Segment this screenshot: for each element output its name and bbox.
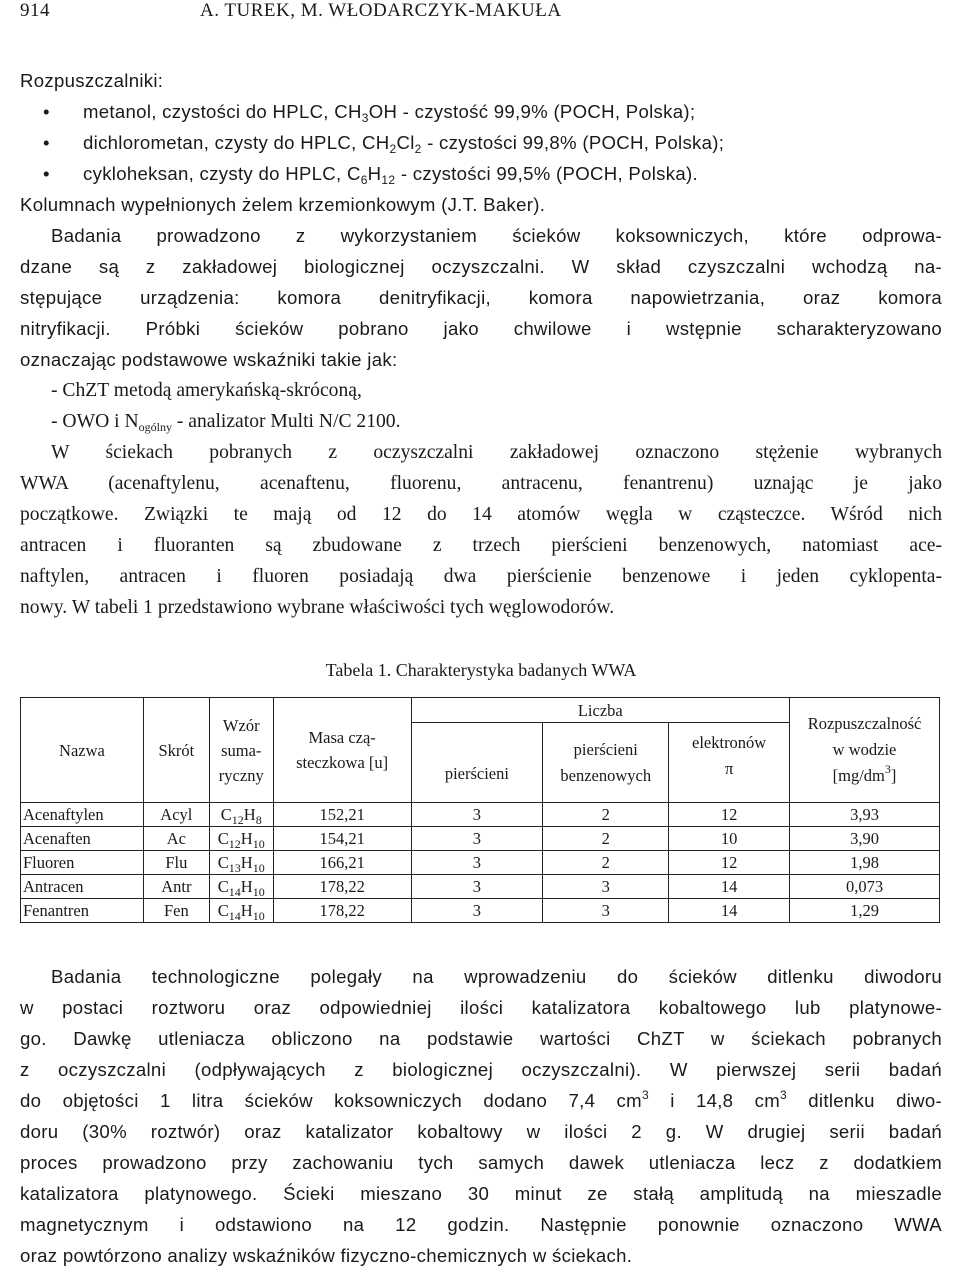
para3-line-4: z oczyszczalni (odpływających z biologicznej oczyszczalni). W pierwszej serii badań bbox=[20, 1059, 942, 1080]
para3-line-1: Badania technologiczne polegały na wprowadzeniu do ścieków ditlenku diwodoru bbox=[51, 966, 942, 987]
cell-rings: 3 bbox=[411, 899, 543, 923]
para1-line-3: stępujące urządzenia: komora denitryfikacji, komora napowietrzania, oraz komora bbox=[20, 287, 942, 308]
para3-line-7: proces prowadzono przy zachowaniu tych samych dawek utleniacza lecz z dodatkiem bbox=[20, 1152, 942, 1173]
cell-electrons: 10 bbox=[669, 827, 790, 851]
bullet-icon: • bbox=[43, 101, 50, 122]
cell-benzene: 2 bbox=[543, 827, 669, 851]
cell-electrons: 14 bbox=[669, 899, 790, 923]
page-number: 914 bbox=[20, 0, 50, 21]
cell-name: Antracen bbox=[21, 875, 144, 899]
para2-line-1: W ściekach pobranych z oczyszczalni zakładowej oznaczono stężenie wybranych bbox=[51, 442, 942, 463]
col-header-electrons: elektronów π bbox=[669, 723, 790, 803]
cell-mass: 178,22 bbox=[273, 875, 411, 899]
para3-line-6: doru (30% roztwór) oraz katalizator kobaltowy w ilości 2 g. W drugiej serii badań bbox=[20, 1121, 942, 1142]
para3-line-2: w postaci roztworu oraz odpowiedniej ilości katalizatora kobaltowego lub platynowe- bbox=[20, 997, 942, 1018]
bullet-dichloromethane: • dichlorometan, czysty do HPLC, $CH_2Cl_2$ - czystości 99,8% (POCH, Polska); bbox=[20, 127, 942, 158]
cell-rings: 3 bbox=[411, 803, 543, 827]
cell-rings: 3 bbox=[411, 827, 543, 851]
para2-line-2: WWA (acenaftylenu, acenaftenu, fluorenu, antracenu, fenantrenu) uznając je jako bbox=[20, 473, 942, 494]
cell-mass: 152,21 bbox=[273, 803, 411, 827]
cell-rings: 3 bbox=[411, 875, 543, 899]
cell-benzene: 3 bbox=[543, 899, 669, 923]
cell-mass: 166,21 bbox=[273, 851, 411, 875]
col-header-mass: Masa czą- steczkowa [u] bbox=[273, 698, 411, 803]
cell-solubility: 0,073 bbox=[790, 875, 940, 899]
cell-name: Acenaften bbox=[21, 827, 144, 851]
cell-mass: 154,21 bbox=[273, 827, 411, 851]
para3-line-8: katalizatora platynowego. Ścieki mieszano 30 minut ze stałą amplitudą na mieszadle bbox=[20, 1183, 942, 1204]
wwa-table bbox=[20, 697, 940, 923]
cell-formula: $C_{14}H_{10}$ bbox=[209, 899, 273, 923]
running-authors: A. TUREK, M. WŁODARCZYK-MAKUŁA bbox=[200, 0, 562, 21]
list-owo: - OWO i $N_{ogólny}$ - analizator Multi N/C 2100. bbox=[51, 411, 401, 434]
cell-benzene: 3 bbox=[543, 875, 669, 899]
cell-benzene: 2 bbox=[543, 803, 669, 827]
cell-abbr: Ac bbox=[143, 827, 209, 851]
cell-abbr: Antr bbox=[143, 875, 209, 899]
table-caption: Tabela 1. Charakterystyka badanych WWA bbox=[325, 660, 637, 680]
cell-name: Acenaftylen bbox=[21, 803, 144, 827]
columns-line: Kolumnach wypełnionych żelem krzemionkowym (J.T. Baker). bbox=[20, 194, 546, 215]
table-row bbox=[21, 851, 940, 875]
bullet-icon: • bbox=[43, 163, 50, 184]
cell-abbr: Acyl bbox=[143, 803, 209, 827]
running-header bbox=[20, 0, 942, 26]
cell-solubility: 1,98 bbox=[790, 851, 940, 875]
cell-formula: $C_{12}H_{10}$ bbox=[209, 827, 273, 851]
methods-section bbox=[20, 375, 942, 623]
col-header-name: Nazwa bbox=[21, 698, 144, 803]
table-row bbox=[21, 827, 940, 851]
cell-formula: $C_{14}H_{10}$ bbox=[209, 875, 273, 899]
col-header-solubility: Rozpuszczalność w wodzie $[mg/dm^3]$ bbox=[790, 698, 940, 803]
para2-line-6: nowy. W tabeli 1 przedstawiono wybrane właściwości tych węglowodorów. bbox=[20, 597, 615, 618]
table-row bbox=[21, 803, 940, 827]
para1-line-4: nitryfikacji. Próbki ścieków pobrano jako chwilowe i wstępnie scharakteryzowano bbox=[20, 318, 942, 339]
para3-line-10: oraz powtórzono analizy wskaźników fizyczno-chemicznych w ściekach. bbox=[20, 1245, 633, 1266]
col-header-count: Liczba bbox=[411, 698, 790, 723]
cell-rings: 3 bbox=[411, 851, 543, 875]
para3-line-5: do objętości 1 litra ścieków koksowniczych dodano 7,4 $cm^3$ i 14,8 $cm^3$ ditlenku diwo- bbox=[20, 1088, 942, 1111]
table-row bbox=[21, 875, 940, 899]
cell-name: Fenantren bbox=[21, 899, 144, 923]
cell-formula: $C_{13}H_{10}$ bbox=[209, 851, 273, 875]
bullet-methanol: • metanol, czystości do HPLC, $CH_3OH$ - czystość 99,9% (POCH, Polska); bbox=[20, 96, 942, 127]
technology-section bbox=[20, 961, 942, 1271]
cell-name: Fluoren bbox=[21, 851, 144, 875]
cell-electrons: 12 bbox=[669, 851, 790, 875]
bullet-cyclohexane: • cykloheksan, czysty do HPLC, $C_6H_{12}$ - czystości 99,5% (POCH, Polska). bbox=[20, 158, 942, 189]
para2-line-3: początkowe. Związki te mają od 12 do 14 atomów węgla w cząsteczce. Wśród nich bbox=[20, 504, 942, 525]
list-cod: - ChZT metodą amerykańską-skróconą, bbox=[51, 380, 362, 401]
para2-line-4: antracen i fluoranten są zbudowane z trzech pierścieni benzenowych, natomiast ace- bbox=[20, 535, 942, 556]
cell-benzene: 2 bbox=[543, 851, 669, 875]
solvents-label: Rozpuszczalniki: bbox=[20, 70, 164, 91]
table-row bbox=[21, 899, 940, 923]
cell-electrons: 12 bbox=[669, 803, 790, 827]
solvents-section bbox=[20, 65, 942, 375]
col-header-benzene-rings: pierścieni benzenowych bbox=[543, 723, 669, 803]
para2-line-5: naftylen, antracen i fluoren posiadają dwa pierścienie benzenowe i jeden cyklopenta- bbox=[20, 566, 942, 587]
cell-solubility: 3,90 bbox=[790, 827, 940, 851]
cell-electrons: 14 bbox=[669, 875, 790, 899]
para1-line-5: oznaczając podstawowe wskaźniki takie jak: bbox=[20, 349, 398, 370]
col-header-abbr: Skrót bbox=[143, 698, 209, 803]
cell-formula: $C_{12}H_8$ bbox=[209, 803, 273, 827]
para1-line-2: dzane są z zakładowej biologicznej oczyszczalni. W skład czyszczalni wchodzą na- bbox=[20, 256, 942, 277]
cell-mass: 178,22 bbox=[273, 899, 411, 923]
col-header-rings: pierścieni bbox=[411, 723, 543, 803]
cell-solubility: 3,93 bbox=[790, 803, 940, 827]
para1-line-1: Badania prowadzono z wykorzystaniem ścieków koksowniczych, które odprowa- bbox=[51, 225, 942, 246]
para3-line-3: go. Dawkę utleniacza obliczono na podstawie wartości ChZT w ściekach pobranych bbox=[20, 1028, 942, 1049]
cell-solubility: 1,29 bbox=[790, 899, 940, 923]
cell-abbr: Flu bbox=[143, 851, 209, 875]
bullet-icon: • bbox=[43, 132, 50, 153]
col-header-formula: Wzór suma- ryczny bbox=[209, 698, 273, 803]
para3-line-9: magnetycznym i odstawiono na 12 godzin. Następnie ponownie oznaczono WWA bbox=[20, 1214, 942, 1235]
cell-abbr: Fen bbox=[143, 899, 209, 923]
